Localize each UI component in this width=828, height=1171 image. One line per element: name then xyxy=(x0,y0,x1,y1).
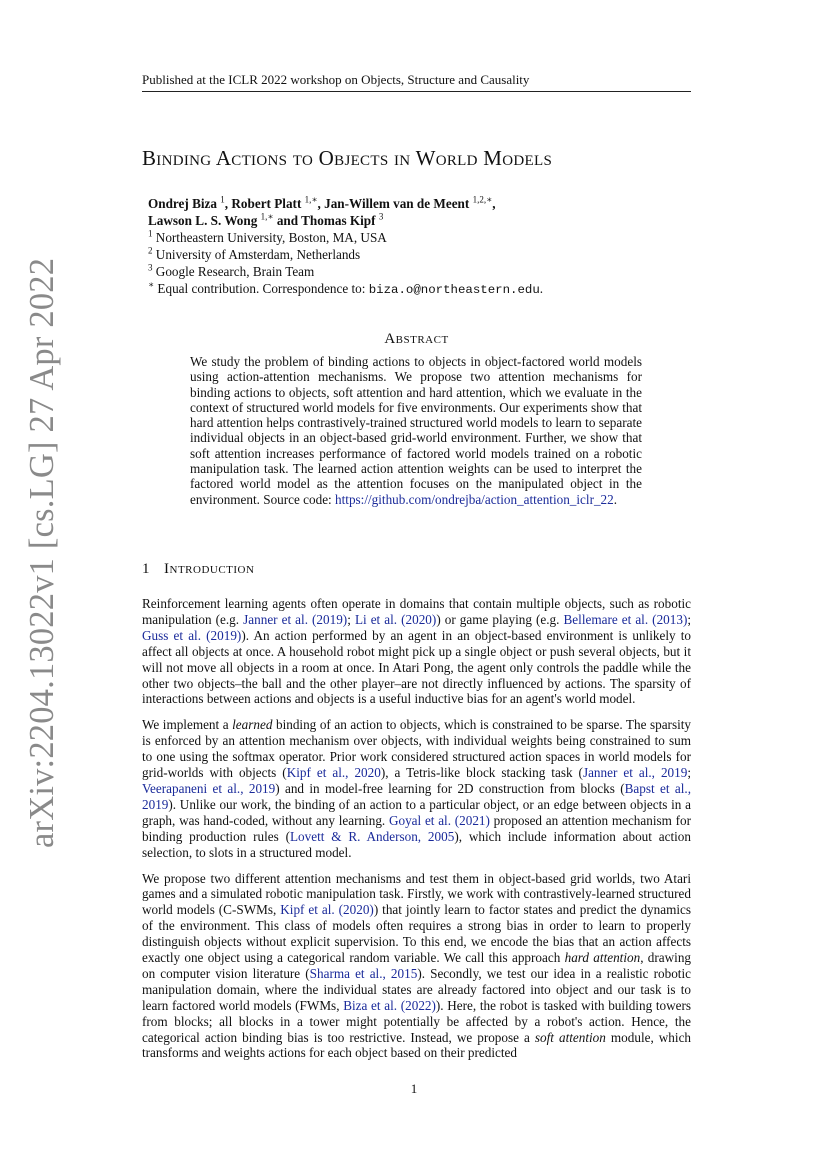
author-name: Robert Platt xyxy=(231,196,302,211)
affiliation-text: Google Research, Brain Team xyxy=(155,264,315,279)
author-affiliation-mark: 1 xyxy=(220,194,225,205)
affiliation-mark: 2 xyxy=(148,245,153,256)
correspondence-email[interactable]: biza.o@northeastern.edu xyxy=(368,283,540,297)
author-names-line-1: Ondrej Biza $^1$, Robert Platt $^{1,∗}$, Jan-Willem van de Meent $^{1,2,∗}$, xyxy=(148,194,496,211)
paper-title: Binding Actions to Objects in World Models xyxy=(142,146,553,170)
citation-link[interactable]: Guss et al. (2019) xyxy=(142,627,242,643)
paragraph-text: ) that jointly learn to factor states and predict the dynamics of the environment. This class of models often requires a strong bias in order to learn to properly distinguish objects without explicit supervision. To this end, we encode the bias that an action affects exactly one object using a categorical random variable. We call this approach xyxy=(142,902,691,966)
emphasis-text: learned xyxy=(232,717,273,733)
citation-link[interactable]: Goyal et al. (2021) xyxy=(388,812,490,828)
affiliation xyxy=(148,229,708,246)
author-affiliation-mark: 1,∗ xyxy=(304,194,318,205)
paragraph-text: Reinforcement learning agents often operate in domains that contain multiple objects, such as robotic manipulation (e.g. xyxy=(142,596,691,627)
section-heading xyxy=(142,561,254,578)
author-name: Ondrej Biza xyxy=(148,196,217,211)
paragraph-text: module, which transforms and weights actions for each object based on their predicted xyxy=(142,1029,692,1061)
affiliation-mark: 3 xyxy=(148,262,153,273)
running-header: Published at the ICLR 2022 workshop on Objects, Structure and Causality xyxy=(142,72,691,92)
emphasis-text: soft attention xyxy=(534,1029,606,1045)
citation-link[interactable]: Bellemare et al. (2013) xyxy=(563,611,688,627)
paragraph xyxy=(142,596,691,707)
abstract-heading: Abstract xyxy=(384,331,449,347)
page-number: 1 xyxy=(410,1081,418,1096)
citation-link[interactable]: Kipf et al., 2020 xyxy=(286,765,381,781)
paragraph-text: ), a Tetris-like block stacking task ( xyxy=(380,765,583,781)
paragraph xyxy=(142,717,691,860)
paragraph-text: ) and in model-free learning for 2D construction from blocks ( xyxy=(275,780,625,796)
author-block xyxy=(148,195,708,299)
paragraph-text: ). Here, the robot is tasked with building towers from blocks; all blocks in a tower might potentially be affected by a robot's action. Hence, the categorical action binding bias is too restrictive. Instead, we propose a xyxy=(142,997,692,1045)
affiliation-text: Northeastern University, Boston, MA, USA xyxy=(155,230,387,245)
author-name: Thomas Kipf xyxy=(301,213,376,228)
paragraph-text: ; xyxy=(687,765,691,781)
arxiv-identifier: arXiv:2204.13022v1 [cs.LG] 27 Apr 2022 xyxy=(23,257,61,848)
citation-link[interactable]: Kipf et al. (2020) xyxy=(280,902,374,918)
citation-link[interactable]: Janner et al. (2019) xyxy=(243,611,348,627)
citation-link[interactable]: Janner et al., 2019 xyxy=(582,765,688,781)
footnote-mark: ∗ xyxy=(148,279,155,290)
paragraph-text: ). An action performed by an agent in an object-based environment is unlikely to affect all objects at once. A household robot might pick up a single object or push several objects, but it will not move all objects in a room at once. In Atari Pong, the agent only controls the paddle while the other two objects–the ball and the other player–are not directly influenced by actions. The sparsity of interactions between actions and objects is a useful inductive bias for an agent's world model. xyxy=(142,627,691,707)
introduction-body xyxy=(142,596,691,1071)
citation-link[interactable]: Li et al. (2020) xyxy=(354,611,437,627)
source-code-link[interactable]: https://github.com/ondrejba/action_attention_iclr_22 xyxy=(335,491,614,507)
author-name: Lawson L. S. Wong xyxy=(148,213,258,228)
affiliation-text: University of Amsterdam, Netherlands xyxy=(155,247,361,262)
author-affiliation-mark: 1,∗ xyxy=(260,211,274,222)
author-affiliation-mark: 3 xyxy=(378,211,384,222)
paragraph-text: We propose two different attention mechanisms and test them in object-based grid worlds, two Atari games and a simulated robotic manipulation task. Firstly, we work with contrastively-learned structured world models (C-SWMs, xyxy=(142,870,691,918)
citation-link[interactable]: Sharma et al., 2015 xyxy=(309,965,418,981)
paragraph-text: proposed an attention mechanism for binding production rules ( xyxy=(142,812,692,844)
paragraph-text: binding of an action to objects, which is constrained to be sparse. The sparsity is enforced by an attention mechanism over objects, with individual weights being constrained to sum to one using the softmax operator. Prior work considered structured action spaces in world models for grid-worlds with objects ( xyxy=(142,717,691,781)
paragraph-text: ). Secondly, we test our idea in a realistic robotic manipulation domain, where the individual states are already factored into object and our task is to learn factored world models (FWMs, xyxy=(142,965,691,1013)
emphasis-text: hard attention xyxy=(564,950,641,966)
affiliation xyxy=(148,263,708,280)
section-title: Introduction xyxy=(164,561,255,577)
citation-link[interactable]: Lovett & R. Anderson, 2005 xyxy=(289,828,455,844)
abstract-body: We study the problem of binding actions to objects in object-factored world models using action-attention mechanisms. We propose two attention mechanisms for binding actions to objects, soft attention and hard attention, which we evaluate in the context of structured world models for five environments. Our experiments show that hard attention helps contrastively-trained structured world models to learn to separate individual objects in an object-based grid-world environment. Further, we show that soft attention increases performance of factored world models trained on a robotic manipulation task. The learned action attention weights can be used to interpret the factored world model as the attention focuses on the manipulated object in the environment. Source code: https://github.com/ondrejba/action_attention_iclr_22. xyxy=(190,354,642,507)
paragraph-text: ) or game playing (e.g. xyxy=(436,611,560,627)
footnote-text: Equal contribution. Correspondence to: xyxy=(157,281,366,296)
paragraph-text: We implement a xyxy=(142,717,229,733)
author-conjunction: and xyxy=(276,213,299,228)
abstract-text: We study the problem of binding actions to objects in object-factored world models using action-attention mechanisms. We propose two attention mechanisms for binding actions to objects, soft attention and hard attention, which we evaluate in the context of structured world models for five environments. Our experiments show that hard attention helps contrastively-trained structured world models to learn to separate individual objects in an object-based grid-world environment. Further, we show that soft attention increases performance of factored world models trained on a robotic manipulation task. The learned action attention weights can be used to interpret the factored world model as the attention focuses on the manipulated object in the environment. Source code: xyxy=(190,354,642,507)
citation-link[interactable]: Biza et al. (2022) xyxy=(343,997,436,1013)
affiliation-mark: 1 xyxy=(148,228,153,239)
citation-link[interactable]: Veerapaneni et al., 2019 xyxy=(142,780,276,796)
section-number: 1 xyxy=(142,561,150,577)
paragraph-text: ). Unlike our work, the binding of an action to a particular object, or an edge between objects in a graph, was hand-coded, without any learning. xyxy=(142,796,691,828)
citation-link[interactable]: Bapst et al., 2019 xyxy=(142,780,692,812)
equal-contribution-note: ∗ Equal contribution. Correspondence to: biza.o@northeastern.edu. xyxy=(148,279,544,297)
paragraph-text: ; xyxy=(687,611,692,627)
paragraph-text: ; xyxy=(347,611,351,627)
author-names-line-2 xyxy=(148,212,708,229)
paragraph xyxy=(142,871,691,1062)
paragraph-text: , drawing on computer vision literature ( xyxy=(142,950,692,981)
paragraph-text: ), which include information about action selection, to slots in a structured model. xyxy=(142,828,691,860)
author-name: Jan-Willem van de Meent xyxy=(324,196,470,211)
affiliation xyxy=(148,246,708,263)
author-affiliation-mark: 1,2,∗ xyxy=(472,194,493,205)
